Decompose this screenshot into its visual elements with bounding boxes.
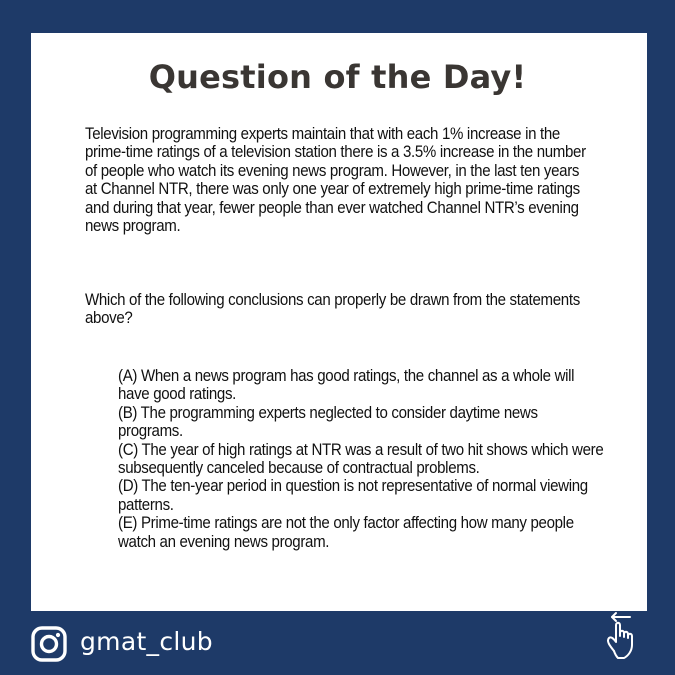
question-passage: Television programming experts maintain that with each 1% increase in the prime-time ratings of a television station there is a 3.5% increase in the number of people who watch its evening news program. However, in the last ten years at Channel NTR, there was only one year of extremely high prime-time ratings and during that year, fewer people than ever watched Channel NTR’s evening news program. [85,125,586,236]
answer-option-c[interactable]: (C) The year of high ratings at NTR was a result of two hit shows which were subsequently canceled because of contractual problems. [118,440,604,478]
instagram-icon[interactable] [31,626,67,662]
instagram-handle[interactable]: gmat_club [80,627,213,656]
answer-option-d[interactable]: (D) The ten-year period in question is not representative of normal viewing patterns. [118,477,588,514]
answer-options [118,367,606,551]
answer-option-e[interactable]: (E) Prime-time ratings are not the only factor affecting how many people watch an evening news program. [118,514,574,551]
page-title: Question of the Day! [148,58,527,96]
answer-option-b[interactable]: (B) The programming experts neglected to consider daytime news programs. [118,403,538,441]
swipe-hand-icon [600,611,644,663]
question-prompt: Which of the following conclusions can properly be drawn from the statements above? [85,291,580,328]
answer-option-a[interactable]: (A) When a news program has good ratings, the channel as a whole will have good ratings. [118,367,575,404]
